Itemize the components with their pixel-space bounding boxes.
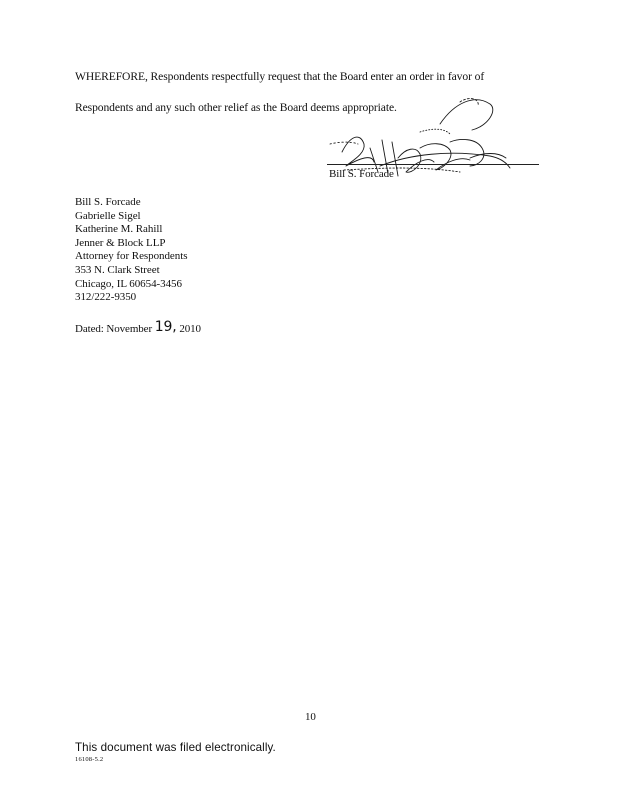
dated-line xyxy=(75,319,201,336)
filed-electronically-note: This document was filed electronically. xyxy=(75,741,276,754)
city-state-zip: Chicago, IL 60654-3456 xyxy=(75,277,182,290)
attorney-name: Katherine M. Rahill xyxy=(75,223,163,236)
street-address: 353 N. Clark Street xyxy=(75,263,160,276)
attorney-name: Bill S. Forcade xyxy=(75,196,141,208)
relief-paragraph: Respondents and any such other relief as the Board deems appropriate. xyxy=(75,101,397,114)
document-code: 16108-5.2 xyxy=(75,756,104,763)
firm-name: Jenner & Block LLP xyxy=(75,236,166,249)
attorney-name: Gabrielle Sigel xyxy=(75,209,141,222)
dated-year: 2010 xyxy=(179,323,201,335)
signer-name: Bill S. Forcade xyxy=(329,168,394,180)
phone-number: 312/222-9350 xyxy=(75,291,137,304)
signature-block xyxy=(75,196,187,305)
attorney-role: Attorney for Respondents xyxy=(75,250,188,263)
signature-line xyxy=(327,164,539,165)
dated-month: November xyxy=(106,323,153,335)
wherefore-paragraph: WHEREFORE, Respondents respectfully request that the Board enter an order in favor of xyxy=(75,70,485,83)
dated-label: Dated: xyxy=(75,323,104,335)
page-number: 10 xyxy=(305,711,316,723)
handwritten-day: 19, xyxy=(154,319,177,335)
